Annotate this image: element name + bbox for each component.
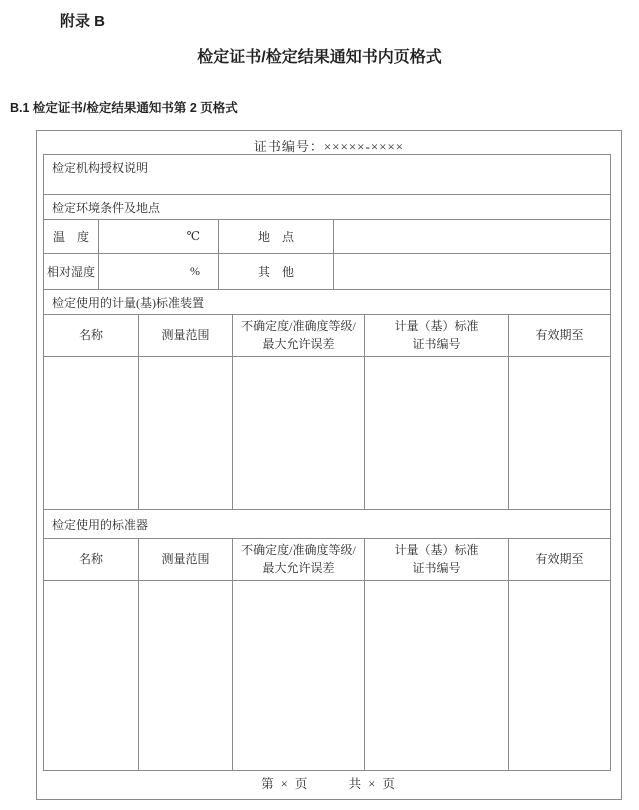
standards-device-section-row [44,290,610,315]
temperature-row [44,220,610,254]
temperature-value-cell: ℃ [99,220,219,253]
other-value-cell [334,254,610,289]
humidity-value-cell: % [99,254,219,289]
standards-device-header-row [44,315,610,357]
col-header-name: 名称 [44,539,139,580]
environment-row [44,195,610,220]
col-header-cert-line2: 证书编号 [412,336,461,351]
col-header-uncertainty-line2: 最大允许误差 [262,336,335,351]
col-header-valid-until: 有效期至 [535,327,584,342]
instrument-valid-until-cell [509,581,610,770]
device-name-cell [44,357,139,509]
col-header-uncertainty-line2: 最大允许误差 [262,560,335,575]
page-title: 检定证书/检定结果通知书内页格式 [197,49,442,66]
location-value-cell [334,220,610,253]
humidity-label: 相对湿度 [44,254,99,289]
page-footer [37,774,621,792]
col-header-cert-line1: 计量（基）标准 [394,543,479,558]
col-header-uncertainty [233,539,365,580]
appendix-label: 附录 B [60,13,106,30]
standards-instrument-header-row [44,539,610,581]
instrument-range-cell [139,581,233,770]
standards-device-entry-row [44,357,610,510]
standards-instrument-section-label: 检定使用的标准器 [52,517,149,532]
device-range-cell [139,357,233,509]
standards-instrument-entry-row [44,581,610,770]
col-header-range: 测量范围 [139,315,233,356]
certificate-form-table [43,154,611,771]
instrument-uncertainty-cell [233,581,365,770]
temperature-label: 温 度 [44,220,99,253]
instrument-name-cell [44,581,139,770]
col-header-cert-no [365,315,509,356]
col-header-range: 测量范围 [139,539,233,580]
col-header-cert-no [365,539,509,580]
authorization-label: 检定机构授权说明 [52,161,149,175]
col-header-cert-line2: 证书编号 [412,560,461,575]
col-header-uncertainty-line1: 不确定度/准确度等级/ [241,319,356,334]
certificate-number: 证书编号：×××××-×××× [253,139,405,154]
humidity-row [44,254,610,290]
device-valid-until-cell [509,357,610,509]
col-header-valid-until: 有效期至 [535,551,584,566]
footer-page-number: 第 × 页 [261,777,310,791]
device-cert-no-cell [365,357,509,509]
location-label: 地 点 [219,220,334,253]
certificate-page-frame [36,130,622,800]
section-heading: B.1 检定证书/检定结果通知书第 2 页格式 [10,101,238,115]
col-header-name: 名称 [44,315,139,356]
environment-label: 检定环境条件及地点 [52,200,161,215]
authorization-row [44,155,610,195]
other-label: 其 他 [219,254,334,289]
standards-device-section-label: 检定使用的计量(基)标准装置 [52,295,204,310]
instrument-cert-no-cell [365,581,509,770]
footer-total-pages: 共 × 页 [348,777,397,791]
col-header-cert-line1: 计量（基）标准 [394,319,479,334]
device-uncertainty-cell [233,357,365,509]
standards-instrument-section-row [44,510,610,539]
col-header-uncertainty-line1: 不确定度/准确度等级/ [241,543,356,558]
col-header-uncertainty [233,315,365,356]
